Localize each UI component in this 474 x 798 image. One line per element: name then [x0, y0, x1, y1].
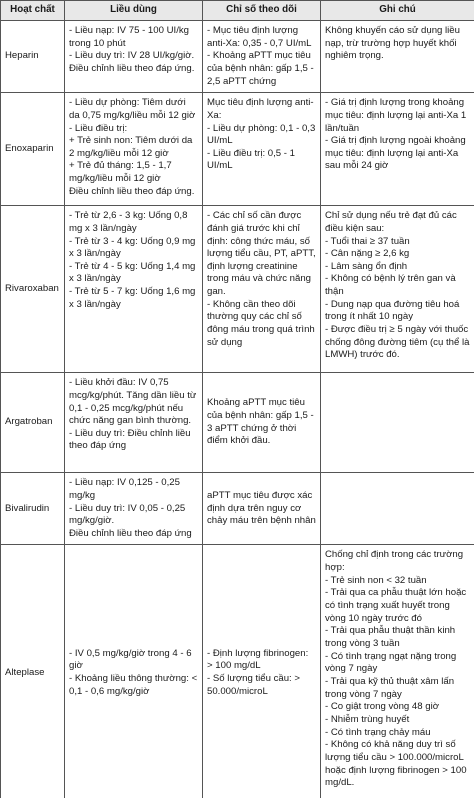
table-row [1, 20, 474, 92]
notes-cell [321, 206, 474, 373]
dose-line: - Liều duy trì: IV 0,05 - 0,25 mg/kg/giờ. [69, 502, 186, 527]
note-line: - Được điều trị ≥ 5 ngày với thuốc chống đông đường tiêm (cụ thể là LMWH) trước đó. [325, 324, 470, 361]
note-line: - Có tình trạng chảy máu [325, 726, 431, 738]
note-line: Không khuyến cáo sử dụng liều nạp, trừ trường hợp huyết khối nghiêm trọng. [325, 24, 460, 62]
header-dosage: Liều dùng [65, 1, 203, 21]
note-line: - Giá trị định lượng ngoài khoảng mục tiêu: định lượng lại anti-Xa sau mỗi 24 giờ [325, 135, 466, 172]
note-line: Chống chỉ định trong các trường hợp: [325, 549, 464, 574]
monitor-cell [203, 20, 321, 92]
table-row [1, 206, 474, 373]
monitor-line: - Khoảng aPTT mục tiêu của bệnh nhân: gấp 1,5 - 2,5 aPTT chứng [207, 50, 314, 87]
header-active-ingredient: Hoạt chất [1, 1, 65, 21]
note-line: - Trải qua phẫu thuật thần kinh trong vòng 3 tuần [325, 625, 456, 650]
dose-line: - Liều điều trị: [69, 122, 128, 134]
dose-line: - Trẻ từ 3 - 4 kg: Uống 0,9 mg x 3 lần/ngày [69, 235, 196, 260]
monitor-cell [203, 373, 321, 473]
monitor-line: Mục tiêu định lượng anti- [207, 97, 314, 109]
dose-line: Điều chỉnh liều theo đáp ứng [69, 527, 192, 539]
note-line: - Trải qua kỹ thủ thuật xâm lấn trong vòng 7 ngày [325, 676, 455, 700]
table-row [1, 373, 474, 473]
note-line: - Giá trị định lượng trong khoảng mục tiêu: định lượng lại anti-Xa 1 lần/tuần [325, 97, 467, 134]
notes-cell [321, 373, 474, 473]
dose-line: - Trẻ từ 4 - 5 kg: Uống 1,4 mg x 3 lần/ngày [69, 260, 196, 285]
drug-name: Bivalirudin [1, 473, 65, 545]
header-monitoring: Chỉ số theo dõi [203, 1, 321, 21]
drug-name: Heparin [1, 20, 65, 92]
monitor-line: - Liều điều trị: 0,5 - 1 UI/mL [207, 147, 295, 172]
dose-cell [65, 473, 203, 545]
monitor-line: - Các chỉ số cần được đánh giá trước khi chỉ định: công thức máu, số lượng tiểu cầu, PT, aPTT, định lượng creatinine trong máu và chức năng gan. [207, 210, 316, 298]
dose-line: - Liều nạp: IV 0,125 - 0,25 mg/kg [69, 477, 180, 501]
note-line: - Dung nạp qua đường tiêu hoá trong ít nhất 10 ngày [325, 298, 460, 323]
dose-cell [65, 93, 203, 206]
monitor-cell [203, 545, 321, 798]
monitor-line: aPTT mục tiêu được xác định dựa trên nguy cơ chảy máu trên bệnh nhân [207, 489, 316, 527]
drug-name: Argatroban [1, 373, 65, 473]
drug-name: Alteplase [1, 545, 65, 798]
monitor-line: - Mục tiêu định lượng [207, 24, 299, 36]
notes-cell [321, 20, 474, 92]
table-row [1, 545, 474, 798]
table-row [1, 473, 474, 545]
dose-cell [65, 20, 203, 92]
note-line: Chỉ sử dụng nếu trẻ đạt đủ các điều kiện sau: [325, 210, 457, 234]
monitor-line: anti-Xa: 0,35 - 0,7 UI/mL [207, 37, 312, 49]
note-line: - Có tình trạng ngạt nặng trong vòng 7 ngày [325, 650, 457, 675]
dose-line: - IV 0,5 mg/kg/giờ trong 4 - 6 giờ [69, 647, 192, 672]
dose-cell [65, 545, 203, 798]
dose-cell [65, 206, 203, 373]
monitor-cell [203, 206, 321, 373]
drug-name: Enoxaparin [1, 93, 65, 206]
note-line: - Trẻ sinh non < 32 tuần [325, 574, 427, 586]
dose-line: - Trẻ từ 2,6 - 3 kg: Uống 0,8 mg x 3 lần/ngày [69, 210, 188, 234]
dose-line: + Trẻ đủ tháng: 1,5 - 1,7 mg/kg/liều mỗi 12 giờ [69, 160, 172, 185]
monitor-cell [203, 93, 321, 206]
note-line: - Tuổi thai ≥ 37 tuần [325, 235, 410, 247]
note-line: - Co giật trong vòng 48 giờ [325, 701, 440, 713]
dose-line: - Liều khởi đầu: IV 0,75 mcg/kg/phút. Tăng dần liều từ 0,1 - 0,25 mcg/kg/phút nếu chức năng gan bình thường. [69, 377, 197, 427]
dose-line: - Liều dự phòng: Tiêm dưới da 0,75 mg/kg/liều mỗi 12 giờ [69, 97, 196, 121]
notes-cell [321, 473, 474, 545]
dose-line: - Liều duy trì: Điều chỉnh liều theo đáp ứng [69, 427, 191, 452]
drug-name: Rivaroxaban [1, 206, 65, 373]
monitor-line: - Không cần theo dõi thường quy các chỉ số đông máu trong quá trình sử dụng [207, 298, 315, 348]
note-line: - Trải qua ca phẫu thuật lớn hoặc có tình trạng xuất huyết trong vòng 10 ngày trước đó [325, 587, 467, 624]
dose-line: - Khoảng liều thông thường: < 0,1 - 0,6 mg/kg/giờ [69, 672, 198, 697]
dose-line: Điều chỉnh liều theo đáp ứng. [69, 185, 195, 197]
monitor-line: - Số lượng tiểu cầu: > 50.000/microL [207, 672, 300, 697]
note-line: - Không có khả năng duy trì số lượng tiểu cầu > 100.000/microL hoặc định lượng fibrinogen > 100 mg/dL. [325, 739, 467, 789]
monitor-line: Xa: [207, 109, 222, 121]
note-line: - Nhiễm trùng huyết [325, 714, 410, 726]
dose-line: - Liều nạp: IV 75 - 100 UI/kg trong 10 phút [69, 24, 189, 49]
monitor-line: Khoảng aPTT mục tiêu của bệnh nhân: gấp 1,5 - 3 aPTT chứng ở thời điểm khởi đầu. [207, 397, 314, 447]
monitor-cell [203, 473, 321, 545]
dose-line: + Trẻ sinh non: Tiêm dưới da 2 mg/kg/liều mỗi 12 giờ [69, 135, 193, 159]
dose-line: - Trẻ từ 5 - 7 kg: Uống 1,6 mg x 3 lần/ngày [69, 286, 196, 310]
monitor-line: - Định lượng fibrinogen: > 100 mg/dL [207, 647, 309, 672]
table-row [1, 93, 474, 206]
note-line: - Không có bệnh lý trên gan và thận [325, 273, 456, 298]
notes-cell [321, 93, 474, 206]
dose-line: - Liều duy trì: IV 28 UI/kg/giờ. Điều chỉnh liều theo đáp ứng. [69, 50, 195, 74]
note-line: - Cân nặng ≥ 2,6 kg [325, 248, 410, 260]
header-row [1, 1, 474, 21]
dose-cell [65, 373, 203, 473]
monitor-line: - Liều dự phòng: 0,1 - 0,3 UI/mL [207, 122, 316, 147]
notes-cell [321, 545, 474, 798]
header-notes: Ghi chú [321, 1, 474, 21]
note-line: - Lâm sàng ổn định [325, 260, 408, 272]
